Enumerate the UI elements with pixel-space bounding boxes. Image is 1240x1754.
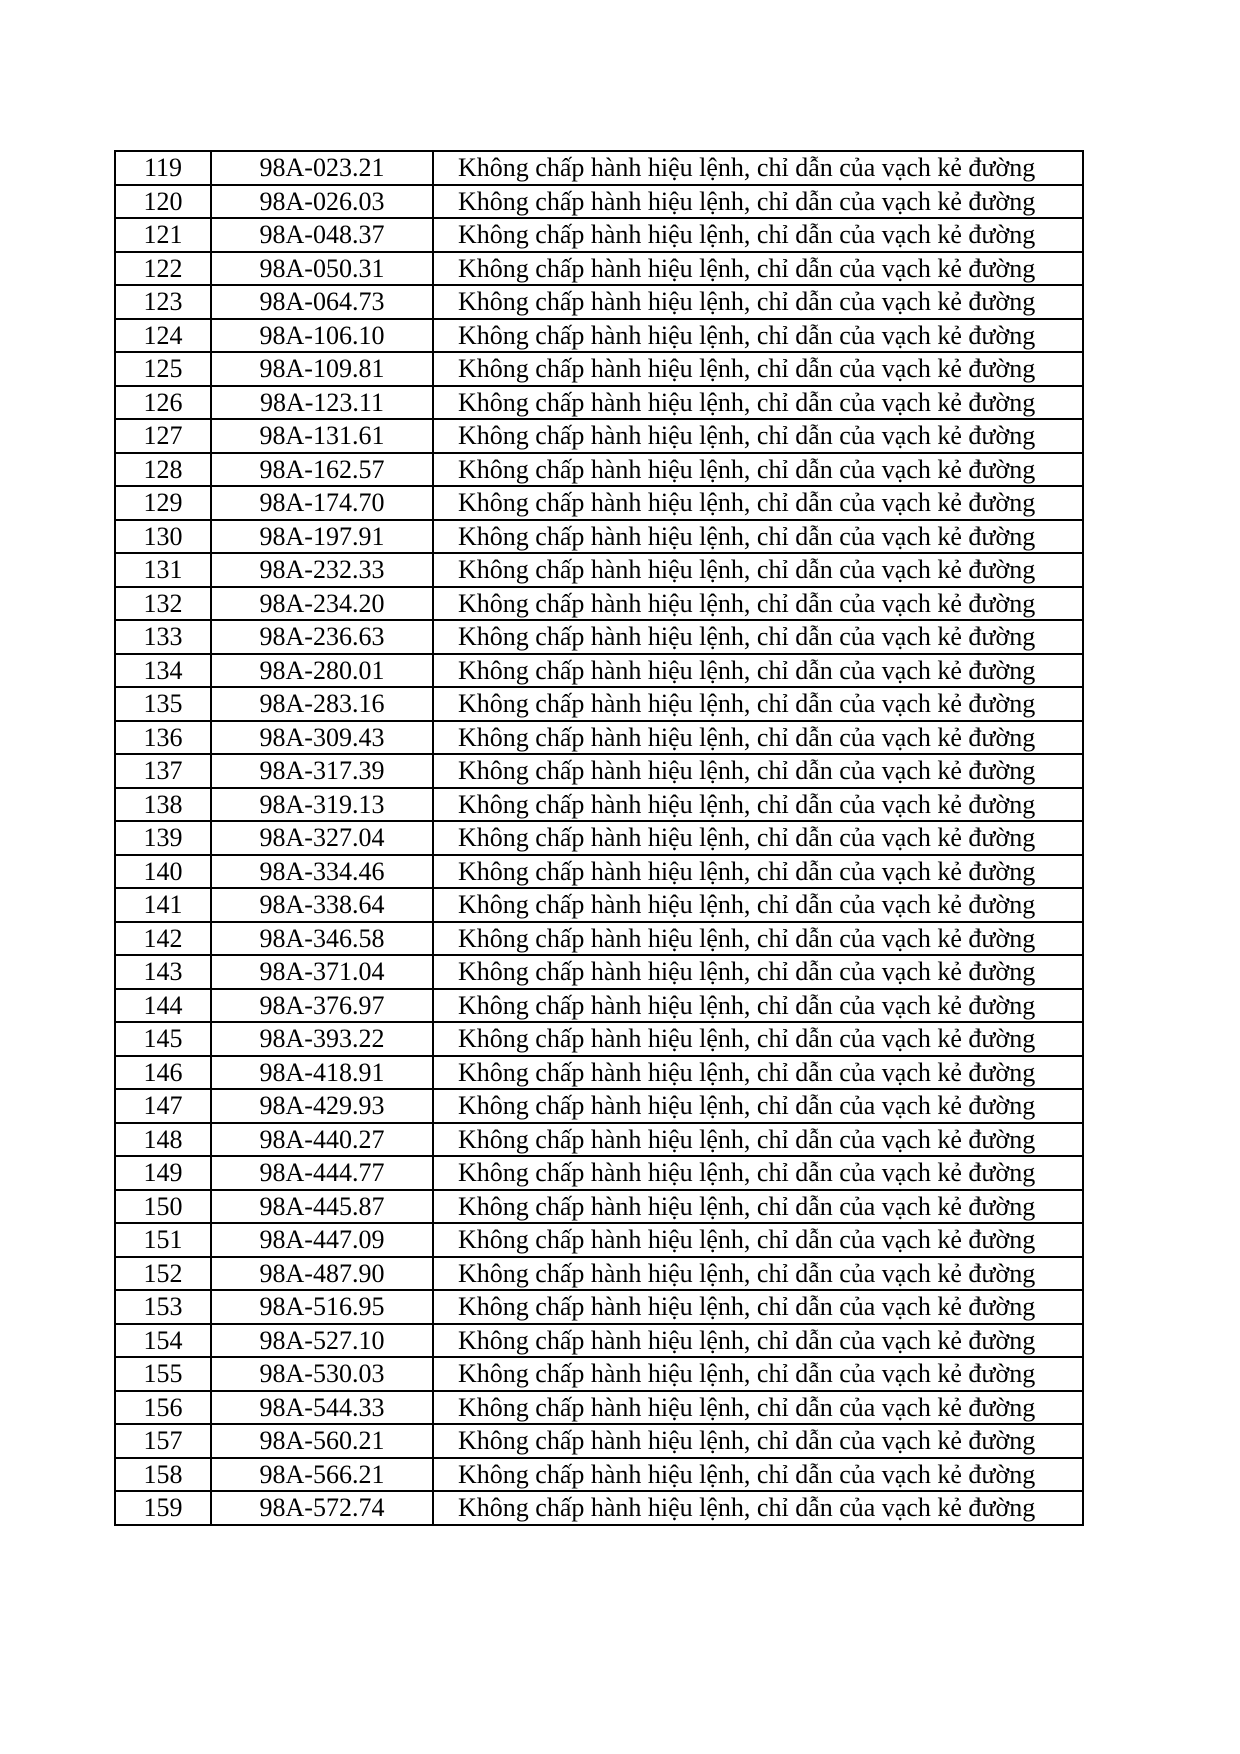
row-number-cell: 146: [115, 1056, 211, 1090]
license-plate-cell: 98A-393.22: [211, 1022, 433, 1056]
license-plate-cell: 98A-566.21: [211, 1458, 433, 1492]
violation-description-cell: Không chấp hành hiệu lệnh, chỉ dẫn của vạch kẻ đường: [433, 419, 1083, 453]
row-number-cell: 140: [115, 855, 211, 889]
row-number-cell: 130: [115, 520, 211, 554]
row-number-cell: 144: [115, 989, 211, 1023]
table-row: [115, 185, 1083, 219]
license-plate-cell: 98A-338.64: [211, 888, 433, 922]
table-row: [115, 1424, 1083, 1458]
violation-description-cell: Không chấp hành hiệu lệnh, chỉ dẫn của vạch kẻ đường: [433, 1257, 1083, 1291]
table-row: [115, 888, 1083, 922]
table-row: [115, 319, 1083, 353]
license-plate-cell: 98A-283.16: [211, 687, 433, 721]
violation-description-cell: Không chấp hành hiệu lệnh, chỉ dẫn của vạch kẻ đường: [433, 486, 1083, 520]
table-row: [115, 285, 1083, 319]
table-row: [115, 151, 1083, 185]
violation-description-cell: Không chấp hành hiệu lệnh, chỉ dẫn của vạch kẻ đường: [433, 922, 1083, 956]
row-number-cell: 156: [115, 1391, 211, 1425]
violation-description-cell: Không chấp hành hiệu lệnh, chỉ dẫn của vạch kẻ đường: [433, 1223, 1083, 1257]
table-row: [115, 352, 1083, 386]
row-number-cell: 152: [115, 1257, 211, 1291]
table-row: [115, 989, 1083, 1023]
violation-description-cell: Không chấp hành hiệu lệnh, chỉ dẫn của vạch kẻ đường: [433, 721, 1083, 755]
license-plate-cell: 98A-197.91: [211, 520, 433, 554]
violation-description-cell: Không chấp hành hiệu lệnh, chỉ dẫn của vạch kẻ đường: [433, 520, 1083, 554]
row-number-cell: 149: [115, 1156, 211, 1190]
table-row: [115, 955, 1083, 989]
violation-description-cell: Không chấp hành hiệu lệnh, chỉ dẫn của vạch kẻ đường: [433, 1391, 1083, 1425]
row-number-cell: 150: [115, 1190, 211, 1224]
violation-description-cell: Không chấp hành hiệu lệnh, chỉ dẫn của vạch kẻ đường: [433, 687, 1083, 721]
table-row: [115, 1290, 1083, 1324]
violation-description-cell: Không chấp hành hiệu lệnh, chỉ dẫn của vạch kẻ đường: [433, 252, 1083, 286]
violation-description-cell: Không chấp hành hiệu lệnh, chỉ dẫn của vạch kẻ đường: [433, 319, 1083, 353]
license-plate-cell: 98A-487.90: [211, 1257, 433, 1291]
row-number-cell: 157: [115, 1424, 211, 1458]
violation-description-cell: Không chấp hành hiệu lệnh, chỉ dẫn của vạch kẻ đường: [433, 1357, 1083, 1391]
table-row: [115, 1223, 1083, 1257]
table-row: [115, 687, 1083, 721]
row-number-cell: 143: [115, 955, 211, 989]
license-plate-cell: 98A-445.87: [211, 1190, 433, 1224]
table-row: [115, 754, 1083, 788]
row-number-cell: 159: [115, 1491, 211, 1525]
table-row: [115, 821, 1083, 855]
license-plate-cell: 98A-236.63: [211, 620, 433, 654]
license-plate-cell: 98A-106.10: [211, 319, 433, 353]
table-row: [115, 721, 1083, 755]
license-plate-cell: 98A-334.46: [211, 855, 433, 889]
row-number-cell: 122: [115, 252, 211, 286]
row-number-cell: 137: [115, 754, 211, 788]
violation-description-cell: Không chấp hành hiệu lệnh, chỉ dẫn của vạch kẻ đường: [433, 620, 1083, 654]
table-row: [115, 218, 1083, 252]
row-number-cell: 134: [115, 654, 211, 688]
license-plate-cell: 98A-418.91: [211, 1056, 433, 1090]
table-row: [115, 520, 1083, 554]
row-number-cell: 141: [115, 888, 211, 922]
row-number-cell: 121: [115, 218, 211, 252]
violation-description-cell: Không chấp hành hiệu lệnh, chỉ dẫn của vạch kẻ đường: [433, 453, 1083, 487]
table-row: [115, 1089, 1083, 1123]
license-plate-cell: 98A-109.81: [211, 352, 433, 386]
row-number-cell: 139: [115, 821, 211, 855]
license-plate-cell: 98A-050.31: [211, 252, 433, 286]
row-number-cell: 153: [115, 1290, 211, 1324]
license-plate-cell: 98A-516.95: [211, 1290, 433, 1324]
row-number-cell: 151: [115, 1223, 211, 1257]
violation-description-cell: Không chấp hành hiệu lệnh, chỉ dẫn của vạch kẻ đường: [433, 821, 1083, 855]
row-number-cell: 135: [115, 687, 211, 721]
row-number-cell: 136: [115, 721, 211, 755]
violation-description-cell: Không chấp hành hiệu lệnh, chỉ dẫn của vạch kẻ đường: [433, 1491, 1083, 1525]
license-plate-cell: 98A-447.09: [211, 1223, 433, 1257]
violation-description-cell: Không chấp hành hiệu lệnh, chỉ dẫn của vạch kẻ đường: [433, 1324, 1083, 1358]
violation-description-cell: Không chấp hành hiệu lệnh, chỉ dẫn của vạch kẻ đường: [433, 1424, 1083, 1458]
license-plate-cell: 98A-429.93: [211, 1089, 433, 1123]
table-row: [115, 587, 1083, 621]
license-plate-cell: 98A-048.37: [211, 218, 433, 252]
table-row: [115, 1324, 1083, 1358]
table-row: [115, 1391, 1083, 1425]
violation-description-cell: Không chấp hành hiệu lệnh, chỉ dẫn của vạch kẻ đường: [433, 1089, 1083, 1123]
violation-description-cell: Không chấp hành hiệu lệnh, chỉ dẫn của vạch kẻ đường: [433, 1290, 1083, 1324]
violation-description-cell: Không chấp hành hiệu lệnh, chỉ dẫn của vạch kẻ đường: [433, 553, 1083, 587]
license-plate-cell: 98A-064.73: [211, 285, 433, 319]
violation-description-cell: Không chấp hành hiệu lệnh, chỉ dẫn của vạch kẻ đường: [433, 654, 1083, 688]
license-plate-cell: 98A-346.58: [211, 922, 433, 956]
table-row: [115, 486, 1083, 520]
table-row: [115, 620, 1083, 654]
table-row: [115, 1257, 1083, 1291]
row-number-cell: 126: [115, 386, 211, 420]
violations-table: [114, 150, 1084, 1526]
violation-description-cell: Không chấp hành hiệu lệnh, chỉ dẫn của vạch kẻ đường: [433, 1156, 1083, 1190]
license-plate-cell: 98A-174.70: [211, 486, 433, 520]
table-row: [115, 1458, 1083, 1492]
license-plate-cell: 98A-444.77: [211, 1156, 433, 1190]
violation-description-cell: Không chấp hành hiệu lệnh, chỉ dẫn của vạch kẻ đường: [433, 1190, 1083, 1224]
violation-description-cell: Không chấp hành hiệu lệnh, chỉ dẫn của vạch kẻ đường: [433, 754, 1083, 788]
table-row: [115, 1156, 1083, 1190]
row-number-cell: 124: [115, 319, 211, 353]
license-plate-cell: 98A-560.21: [211, 1424, 433, 1458]
row-number-cell: 129: [115, 486, 211, 520]
table-row: [115, 855, 1083, 889]
table-row: [115, 922, 1083, 956]
row-number-cell: 148: [115, 1123, 211, 1157]
violation-description-cell: Không chấp hành hiệu lệnh, chỉ dẫn của vạch kẻ đường: [433, 218, 1083, 252]
violation-description-cell: Không chấp hành hiệu lệnh, chỉ dẫn của vạch kẻ đường: [433, 1123, 1083, 1157]
violation-description-cell: Không chấp hành hiệu lệnh, chỉ dẫn của vạch kẻ đường: [433, 989, 1083, 1023]
table-row: [115, 419, 1083, 453]
license-plate-cell: 98A-232.33: [211, 553, 433, 587]
violation-description-cell: Không chấp hành hiệu lệnh, chỉ dẫn của vạch kẻ đường: [433, 285, 1083, 319]
license-plate-cell: 98A-131.61: [211, 419, 433, 453]
license-plate-cell: 98A-123.11: [211, 386, 433, 420]
violation-description-cell: Không chấp hành hiệu lệnh, chỉ dẫn của vạch kẻ đường: [433, 352, 1083, 386]
table-row: [115, 553, 1083, 587]
row-number-cell: 131: [115, 553, 211, 587]
table-row: [115, 654, 1083, 688]
table-row: [115, 788, 1083, 822]
license-plate-cell: 98A-327.04: [211, 821, 433, 855]
table-row: [115, 386, 1083, 420]
row-number-cell: 145: [115, 1022, 211, 1056]
license-plate-cell: 98A-162.57: [211, 453, 433, 487]
row-number-cell: 132: [115, 587, 211, 621]
license-plate-cell: 98A-544.33: [211, 1391, 433, 1425]
violation-description-cell: Không chấp hành hiệu lệnh, chỉ dẫn của vạch kẻ đường: [433, 1022, 1083, 1056]
violation-description-cell: Không chấp hành hiệu lệnh, chỉ dẫn của vạch kẻ đường: [433, 185, 1083, 219]
row-number-cell: 142: [115, 922, 211, 956]
violation-description-cell: Không chấp hành hiệu lệnh, chỉ dẫn của vạch kẻ đường: [433, 855, 1083, 889]
row-number-cell: 127: [115, 419, 211, 453]
row-number-cell: 155: [115, 1357, 211, 1391]
table-row: [115, 1022, 1083, 1056]
license-plate-cell: 98A-376.97: [211, 989, 433, 1023]
row-number-cell: 133: [115, 620, 211, 654]
row-number-cell: 123: [115, 285, 211, 319]
row-number-cell: 128: [115, 453, 211, 487]
license-plate-cell: 98A-317.39: [211, 754, 433, 788]
license-plate-cell: 98A-572.74: [211, 1491, 433, 1525]
row-number-cell: 147: [115, 1089, 211, 1123]
violation-description-cell: Không chấp hành hiệu lệnh, chỉ dẫn của vạch kẻ đường: [433, 151, 1083, 185]
row-number-cell: 158: [115, 1458, 211, 1492]
row-number-cell: 125: [115, 352, 211, 386]
license-plate-cell: 98A-371.04: [211, 955, 433, 989]
table-row: [115, 1123, 1083, 1157]
violation-description-cell: Không chấp hành hiệu lệnh, chỉ dẫn của vạch kẻ đường: [433, 1458, 1083, 1492]
violation-description-cell: Không chấp hành hiệu lệnh, chỉ dẫn của vạch kẻ đường: [433, 587, 1083, 621]
table-row: [115, 1190, 1083, 1224]
table-row: [115, 1056, 1083, 1090]
license-plate-cell: 98A-440.27: [211, 1123, 433, 1157]
license-plate-cell: 98A-319.13: [211, 788, 433, 822]
license-plate-cell: 98A-530.03: [211, 1357, 433, 1391]
violation-description-cell: Không chấp hành hiệu lệnh, chỉ dẫn của vạch kẻ đường: [433, 888, 1083, 922]
license-plate-cell: 98A-280.01: [211, 654, 433, 688]
row-number-cell: 120: [115, 185, 211, 219]
row-number-cell: 154: [115, 1324, 211, 1358]
license-plate-cell: 98A-309.43: [211, 721, 433, 755]
violation-description-cell: Không chấp hành hiệu lệnh, chỉ dẫn của vạch kẻ đường: [433, 386, 1083, 420]
license-plate-cell: 98A-527.10: [211, 1324, 433, 1358]
license-plate-cell: 98A-023.21: [211, 151, 433, 185]
license-plate-cell: 98A-234.20: [211, 587, 433, 621]
table-row: [115, 1491, 1083, 1525]
violation-description-cell: Không chấp hành hiệu lệnh, chỉ dẫn của vạch kẻ đường: [433, 1056, 1083, 1090]
violation-description-cell: Không chấp hành hiệu lệnh, chỉ dẫn của vạch kẻ đường: [433, 955, 1083, 989]
table-body: [115, 151, 1083, 1525]
row-number-cell: 138: [115, 788, 211, 822]
table-row: [115, 1357, 1083, 1391]
violation-description-cell: Không chấp hành hiệu lệnh, chỉ dẫn của vạch kẻ đường: [433, 788, 1083, 822]
table-row: [115, 252, 1083, 286]
license-plate-cell: 98A-026.03: [211, 185, 433, 219]
table-row: [115, 453, 1083, 487]
row-number-cell: 119: [115, 151, 211, 185]
